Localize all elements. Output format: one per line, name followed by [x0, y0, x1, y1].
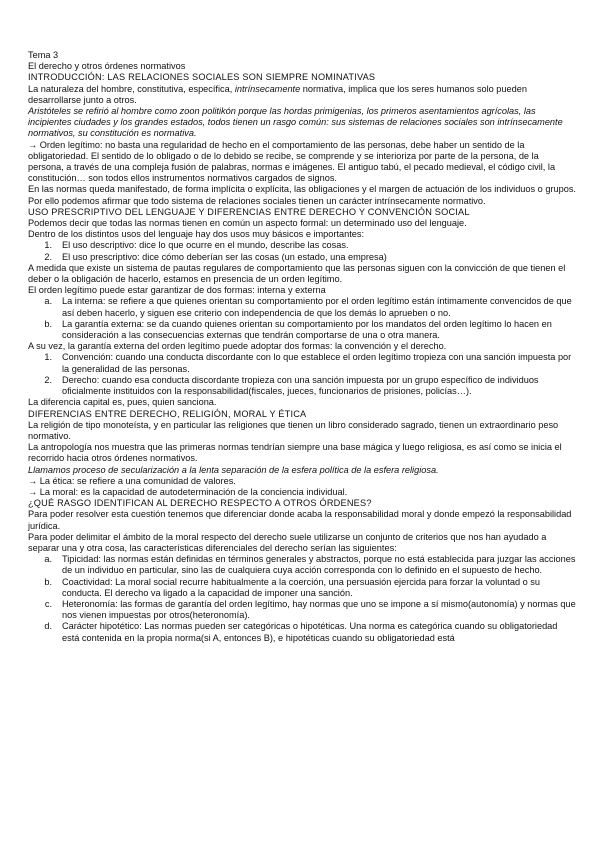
list-item-text: Carácter hipotético: Las normas pueden ser categóricas o hipotéticas. Una norma es categórica cuando su obligatoriedad está contenida en la propia norma(si A, entonces B), e hipotéticas cuando su obligatoriedad está — [62, 621, 558, 643]
section-heading: ¿QUÉ RASGO IDENTIFICAN AL DERECHO RESPECTO A OTROS ÓRDENES? — [28, 498, 372, 509]
list-item — [28, 296, 576, 318]
list-marker: 2. — [44, 251, 52, 262]
list-item — [28, 319, 576, 341]
paragraph-text: intrínsecamente — [234, 83, 301, 94]
paragraph: La religión de tipo monoteísta, y en particular las religiones que tienen un libro considerado sagrado, tienen un extraordinario peso normativo. — [28, 419, 559, 441]
list-marker: d. — [44, 621, 52, 632]
list-item-text: Tipicidad: las normas están definidas en términos generales y abstractos, porque no está establecida para juzgar las acciones de un individuo en particular, sino las de cualquiera cuya acción corresponda con lo definido en el supuesto de hecho. — [62, 554, 576, 576]
list-item-text: Derecho: cuando esa conducta discordante tropieza con una sanción impuesta por un grupo específico de individuos oficialmente instituidos con la responsabilidad(fiscales, jueces, funcionarios de prisiones, policías…). — [62, 374, 539, 397]
list-marker: a. — [44, 554, 52, 565]
paragraph: La diferencia capital es, pues, quien sanciona. — [28, 397, 217, 408]
list-item-text: Coactividad: La moral social recurre habitualmente a la coerción, una persuasión ejercida para forzar la voluntad o su conducta. El derecho va ligado a la capacidad de imponer una sanción. — [62, 576, 541, 598]
list-item-text: La interna: se refiere a que quienes orientan su comportamiento por el orden legítimo están íntimamente convencidos de que así deben hacerlo, y siguen ese criterio con independencia de que los demás lo aprueben o no. — [62, 296, 572, 318]
paragraph: → La moral: es la capacidad de autodeterminación de la conciencia individual. — [28, 486, 348, 497]
paragraph: → La ética: se refiere a una comunidad de valores. — [28, 475, 236, 486]
list-marker: b. — [44, 318, 52, 329]
paragraph: La antropología nos muestra que las primeras normas tendrían siempre una base mágica y luego religiosa, es así como se inicia el recorrido hacia otros órdenes normativos. — [28, 442, 562, 464]
list-item-text: El uso prescriptivo: dice cómo deberían ser las cosas (un estado, una empresa) — [62, 251, 387, 262]
section-heading: DIFERENCIAS ENTRE DERECHO, RELIGIÓN, MORAL Y ÉTICA — [28, 408, 307, 419]
paragraph: Podemos decir que todas las normas tienen en común un aspecto formal: un determinado uso del lenguaje. — [28, 218, 467, 229]
list-marker: 1. — [44, 352, 52, 363]
paragraph: → Orden legítimo: no basta una regularidad de hecho en el comportamiento de las personas, debe haber un sentido de la obligatoriedad. El sentido de lo obligado o de lo debido se recibe, se comprende y se interioriza por parte de la persona, de la persona, a través de una compleja fusión de palabras, normas e imágenes. El antiguo tabú, el pecado medieval, el código civil, la constitución… son todos ellos instrumentos normativos cargados de signos. — [28, 139, 556, 184]
list-marker: 1. — [44, 240, 52, 251]
section-heading: USO PRESCRIPTIVO DEL LENGUAJE Y DIFERENCIAS ENTRE DERECHO Y CONVENCIÓN SOCIAL — [28, 206, 470, 217]
list-item — [28, 375, 576, 397]
paragraph: Llamamos proceso de secularización a la lenta separación de la esfera política de la esfera religiosa. — [28, 464, 439, 475]
section-heading: INTRODUCCIÓN: LAS RELACIONES SOCIALES SON SIEMPRE NOMINATIVAS — [28, 72, 376, 83]
list-item — [28, 554, 576, 576]
paragraph-text: La naturaleza del hombre, constitutiva, específica, — [28, 83, 235, 94]
list-item-text: Convención: cuando una conducta discordante con lo que establece el orden legítimo tropieza con una sanción impuesta por la generalidad de las personas. — [62, 352, 572, 374]
document-title: Tema 3 — [28, 50, 59, 60]
list-item — [28, 577, 576, 599]
list-marker: b. — [44, 576, 52, 587]
list-item-text: La garantía externa: se da cuando quienes orientan su comportamiento por los mandatos del orden legítimo lo hacen en consideración a las consecuencias externas que tendrán comportarse de una o otra manera. — [62, 318, 552, 341]
list-item — [28, 352, 576, 374]
paragraph: En las normas queda manifestado, de forma implícita o explícita, las obligaciones y el margen de actuación de los individuos o grupos. Por ello podemos afirmar que todo sistema de relaciones sociales tienen un carácter intrínsecamente normativo. — [28, 184, 576, 206]
document-page — [28, 50, 576, 644]
paragraph: A medida que existe un sistema de pautas regulares de comportamiento que las personas siguen con la convicción de que tienen el deber o la obligación de hacerlo, estamos en presencia de un orden legítimo. — [28, 262, 566, 285]
list-item-text: El uso descriptivo: dice lo que ocurre en el mundo, describe las cosas. — [62, 240, 349, 251]
paragraph: Para poder delimitar el ámbito de la moral respecto del derecho suele utilizarse un conjunto de criterios que nos han ayudado a separar una y otra cosa, las características diferenciales del derecho serían las siguientes: — [28, 531, 547, 553]
document-body — [28, 72, 576, 643]
paragraph: Aristóteles se refirió al hombre como zoon politikón porque las hordas primigenias, los primeros asentamientos agrícolas, las incipientes ciudades y los grandes estados, todos tienen un rasgo común: sus sistemas de relaciones sociales son intrínsecamente normativos, su constitución es normativa. — [28, 106, 563, 139]
list-item — [28, 621, 576, 643]
list-item-text: Heteronomía: las formas de garantía del orden legítimo, hay normas que uno se impone a sí mismo(autonomía) y normas que nos vienen impuestas por otros(heteronomía). — [62, 598, 576, 621]
paragraph: Dentro de los distintos usos del lenguaje hay dos usos muy básicos e importantes: — [28, 229, 365, 240]
paragraph: A su vez, la garantía externa del orden legítimo puede adoptar dos formas: la convención y el derecho. — [28, 341, 447, 352]
paragraph: El orden legítimo puede estar garantizar de dos formas: interna y externa — [28, 285, 326, 296]
list-item — [28, 599, 576, 621]
paragraph — [28, 84, 576, 106]
paragraph: Para poder resolver esta cuestión tenemos que diferenciar donde acaba la responsabilidad moral y donde empezó la responsabilidad jurídica. — [28, 509, 572, 531]
paragraph-text: normativa, implica que los seres humanos solo pueden desarrollarse junto a otros. — [28, 83, 527, 105]
list-item — [28, 240, 576, 251]
list-marker: 2. — [44, 374, 52, 385]
list-marker: a. — [44, 296, 52, 307]
list-marker: c. — [44, 598, 52, 609]
list-item — [28, 252, 576, 263]
document-subtitle: El derecho y otros órdenes normativos — [28, 61, 186, 72]
